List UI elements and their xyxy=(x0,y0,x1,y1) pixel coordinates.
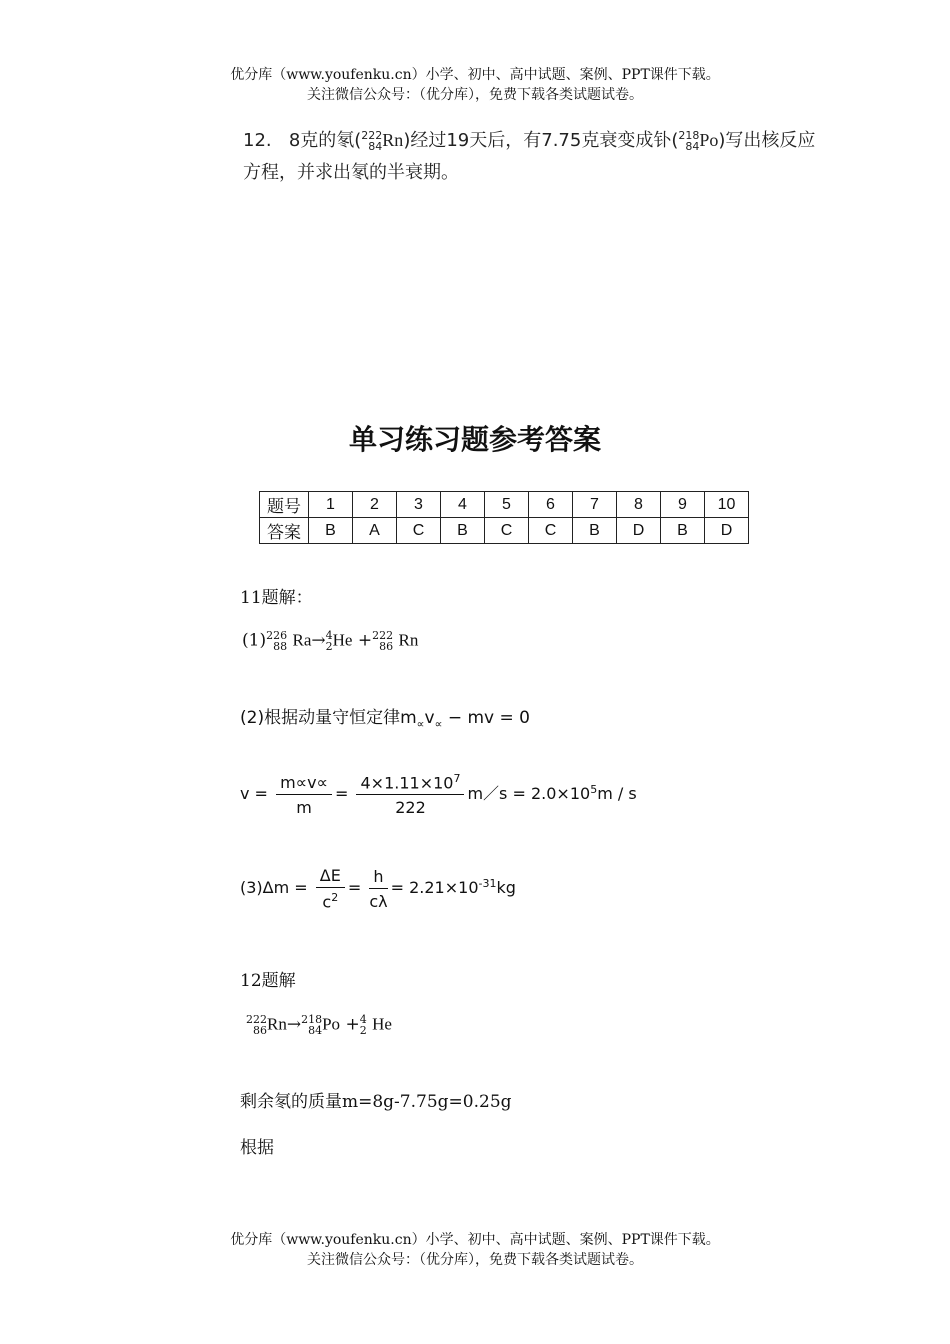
part1-label: (1) xyxy=(242,630,267,651)
fraction-denominator: $c^2$ xyxy=(322,891,339,912)
radon-nuclide: 222 86 xyxy=(372,629,394,653)
page-header-line2: 关注微信公众号：（优分库），免费下载各类试题试卷。 xyxy=(307,87,643,103)
fraction-denominator: cλ xyxy=(369,891,388,911)
radium-nuclide: 226 88 xyxy=(266,629,288,653)
energy-fraction xyxy=(316,866,345,911)
answer-header-cell: 答案 xyxy=(260,518,309,544)
answer-cell: D xyxy=(617,518,661,544)
answer-table-number-row xyxy=(260,492,749,518)
radium-symbol: Ra xyxy=(292,630,312,650)
velocity-unit: m / s xyxy=(597,784,637,804)
alpha-subscript: ∝ xyxy=(416,717,425,731)
mass-exponent: -31 xyxy=(478,876,497,890)
mass-unit: kg xyxy=(496,878,516,898)
number-cell: 6 xyxy=(529,492,573,518)
number-cell: 2 xyxy=(353,492,397,518)
radon-nuclide: 222 86 xyxy=(246,1013,267,1037)
question-text-b: )经过19天后，有7.75克衰变成钋( xyxy=(403,130,679,151)
answer-cell: D xyxy=(705,518,749,544)
answer-cell: C xyxy=(485,518,529,544)
solution-11-heading: 11题解： xyxy=(240,588,313,608)
basis-text: 根据 xyxy=(240,1138,274,1158)
velocity-result: m／s = 2.0×10 xyxy=(467,784,591,804)
eq-v: v xyxy=(424,708,435,728)
velocity-exponent: 5 xyxy=(590,782,598,796)
page-footer-line2: 关注微信公众号：（优分库），免费下载各类试题试卷。 xyxy=(307,1252,643,1268)
polonium-nuclide: 218 84 xyxy=(678,129,700,153)
eq-rest: − mv = 0 xyxy=(442,708,530,728)
number-header-cell: 题号 xyxy=(260,492,309,518)
polonium-symbol: Po xyxy=(699,130,719,150)
number-cell: 10 xyxy=(705,492,749,518)
mass-result: = 2.21×10 xyxy=(390,878,479,898)
answer-cell: B xyxy=(309,518,353,544)
solution-11-part2 xyxy=(240,703,530,730)
number-cell: 5 xyxy=(485,492,529,518)
radon-symbol: Rn xyxy=(267,1014,287,1034)
solution-11-part1: (1) 226 88 Ra→ 4 2 He + 222 86 Rn xyxy=(242,629,419,653)
arrow-icon: → xyxy=(311,630,326,651)
velocity-fraction-2 xyxy=(356,772,464,817)
helium-symbol: He xyxy=(372,1014,392,1034)
alpha-subscript: ∝ xyxy=(434,717,443,731)
planck-fraction xyxy=(369,867,387,911)
solution-11-velocity: v = $\frac{m\propto v\propto}{m}$ = $\frac{4\times 1.11\times 10^7}{222}$ m／s = $2.0\times 10^5m / s$ xyxy=(240,772,637,818)
question-number: 12. xyxy=(243,130,272,151)
answer-cell: B xyxy=(573,518,617,544)
page-footer-line1: 优分库（www.youfenku.cn）小学、初中、高中试题、案例、PPT课件下载。 xyxy=(230,1232,720,1248)
polonium-nuclide: 218 84 xyxy=(301,1013,323,1037)
fraction-numerator: $4\times 1.11\times 10^7$ xyxy=(356,772,464,795)
velocity-fraction-1 xyxy=(276,773,332,817)
answer-cell: A xyxy=(353,518,397,544)
radon-symbol: Rn xyxy=(382,130,404,150)
helium-symbol: He xyxy=(332,630,353,650)
part2-label: (2)根据动量守恒定律 xyxy=(240,708,401,728)
number-cell: 4 xyxy=(441,492,485,518)
number-cell: 9 xyxy=(661,492,705,518)
answer-cell: C xyxy=(529,518,573,544)
fraction-numerator: h xyxy=(369,867,387,889)
question-text-a: 8克的氡( xyxy=(288,130,362,151)
radon-symbol: Rn xyxy=(398,630,419,650)
helium-nuclide: 4 2 xyxy=(359,1013,367,1037)
solution-12-heading: 12题解 xyxy=(240,971,296,991)
number-cell: 1 xyxy=(309,492,353,518)
answer-table xyxy=(259,491,749,544)
remaining-mass-line: 剩余氡的质量m=8g-7.75g=0.25g xyxy=(240,1092,512,1112)
fraction-denominator: 222 xyxy=(395,798,426,818)
solution-12-equation: 222 86 Rn→ 218 84 Po + 4 2 He xyxy=(246,1013,392,1037)
number-cell: 3 xyxy=(397,492,441,518)
radon-nuclide: 222 84 xyxy=(361,129,383,153)
arrow-icon: → xyxy=(286,1014,302,1035)
question-text-c: )写出核反应 xyxy=(718,130,816,151)
fraction-numerator: m∝v∝ xyxy=(276,773,332,795)
page-header-line1: 优分库（www.youfenku.cn）小学、初中、高中试题、案例、PPT课件下载。 xyxy=(230,67,720,83)
answer-cell: B xyxy=(661,518,705,544)
solution-11-part3: (3)Δm = $\frac{\Delta E}{c^2}$ = $\frac{h}{c\lambda}$ = $2.21\times 10^{-31}kg$ xyxy=(240,866,516,912)
polonium-symbol: Po xyxy=(322,1014,341,1034)
answer-cell: B xyxy=(441,518,485,544)
eq-m: m xyxy=(400,708,417,728)
number-cell: 8 xyxy=(617,492,661,518)
number-cell: 7 xyxy=(573,492,617,518)
helium-nuclide: 4 2 xyxy=(325,629,333,653)
answer-table-answer-row xyxy=(260,518,749,544)
fraction-denominator: m xyxy=(296,797,312,817)
answer-cell: C xyxy=(397,518,441,544)
question-12-line2: 方程，并求出氡的半衰期。 xyxy=(243,162,459,183)
answers-title: 单习练习题参考答案 xyxy=(348,423,601,456)
question-12-line1 xyxy=(243,126,815,152)
velocity-lhs: v = xyxy=(240,784,268,804)
part3-label: (3)Δm = xyxy=(240,878,308,898)
fraction-numerator: ΔE xyxy=(316,866,345,888)
